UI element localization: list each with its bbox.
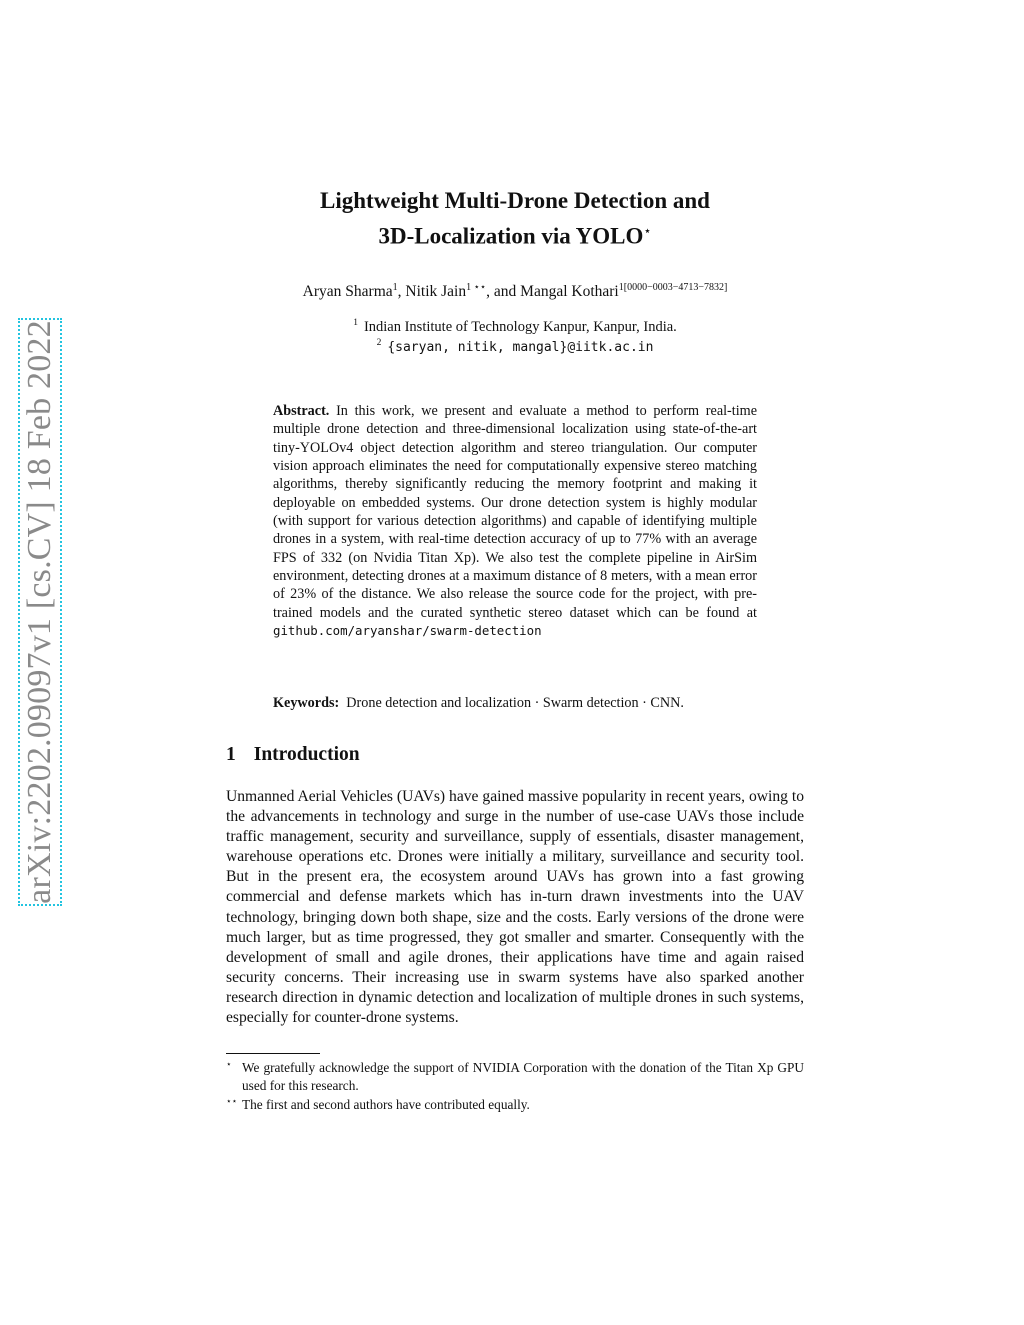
section-title: Introduction: [253, 744, 360, 765]
footnote-1-text: We gratefully acknowledge the support of NVIDIA Corporation with the donation of the Titan Xp GPU used for this research.: [242, 1060, 804, 1094]
affiliation-1-marker: 1: [353, 318, 358, 328]
abstract-text: In this work, we present and evaluate a method to perform real-time multiple drone detection and three-dimensional localization using state-of-the-art tiny-YOLOv4 object detection algorithm and stereo triangulation. Our computer vision approach eliminates the need for computationally expensive stereo matching algorithms, thereby significantly reducing the memory footprint and making it deployable on embedded systems. Our drone detection system is highly modular (with support for various detection algorithms) and capable of identifying multiple drones in a system, with real-time detection accuracy of up to 77% with an average FPS of 332 (on Nvidia Titan Xp). We also test the complete pipeline in AirSim environment, detecting drones at a maximum distance of 8 meters, with a mean error of 23% of the distance. We also release the source code for the project, with pre-trained models and the curated synthetic stereo dataset which can be found at: [273, 403, 758, 621]
arxiv-identifier: arXiv:2202.09097v1 [cs.CV] 18 Feb 2022: [21, 320, 58, 904]
author-3-orcid: 1[0000−0003−4713−7832]: [618, 282, 728, 293]
affiliation-1-text: Indian Institute of Technology Kanpur, Kanpur, India.: [363, 318, 677, 335]
author-1-name: Aryan Sharma: [302, 283, 393, 301]
keywords-label: Keywords:: [273, 695, 340, 711]
author-3-name: Mangal Kothari: [520, 283, 619, 301]
author-2-affil: 1 ⋆⋆: [466, 282, 487, 293]
footnote-2-text: The first and second authors have contributed equally.: [242, 1096, 530, 1112]
footnote-2-marker: ⋆⋆: [226, 1095, 238, 1106]
title-line-1: Lightweight Multi-Drone Detection and: [320, 188, 710, 213]
title-footnote-marker: ⋆: [643, 223, 652, 238]
author-separator-2: , and: [486, 283, 521, 301]
paper-title: [230, 186, 800, 252]
keywords: [273, 694, 757, 712]
footnote-2: [226, 1096, 804, 1114]
author-2-name: Nitik Jain: [405, 283, 467, 301]
footnote-1-marker: ⋆: [226, 1059, 232, 1069]
abstract: [273, 402, 757, 640]
abstract-label: Abstract.: [273, 403, 330, 419]
affiliation-1: [230, 318, 800, 336]
footnotes: [226, 1059, 804, 1114]
section-heading: [226, 744, 360, 766]
affiliation-2-emails: {saryan, nitik, mangal}@iitk.ac.in: [387, 339, 654, 355]
author-separator-1: ,: [397, 283, 406, 301]
intro-paragraph: Unmanned Aerial Vehicles (UAVs) have gained massive popularity in recent years, owing to the advancements in technology and surge in the number of use-case UAVs those include traffic management, security and surveillance, supply of essentials, disaster management, warehouse operations etc. Drones were initially a military, surveillance and security tool. But in the present era, the ecosystem around UAVs has grown into a fast growing commercial and defense markets which has in-turn drawn investments into the UAV technology, bringing down both shape, size and the costs. Early versions of the drone were much larger, but as time progressed, they got smaller and smarter. Consequently with the development of small and agile drones, their applications have time and again raised security concerns. Their increasing use in swarm systems have also sparked another research direction in dynamic detection and localization of multiple drones in such systems, especially for counter-drone systems.: [226, 788, 804, 1027]
affiliation-2: [230, 338, 800, 356]
author-list: [150, 282, 880, 301]
author-1-affil: 1: [392, 282, 398, 293]
keywords-text: Drone detection and localization · Swarm detection · CNN.: [346, 695, 684, 711]
affiliation-2-marker: 2: [376, 338, 382, 348]
title-line-2: [230, 216, 800, 252]
section-number: 1: [226, 744, 236, 765]
footnote-1: [226, 1059, 804, 1096]
abstract-repo-link[interactable]: github.com/aryanshar/swarm-detection: [273, 623, 542, 639]
title-line-2-text: 3D-Localization via YOLO: [378, 223, 644, 249]
footnote-rule: [226, 1053, 320, 1054]
